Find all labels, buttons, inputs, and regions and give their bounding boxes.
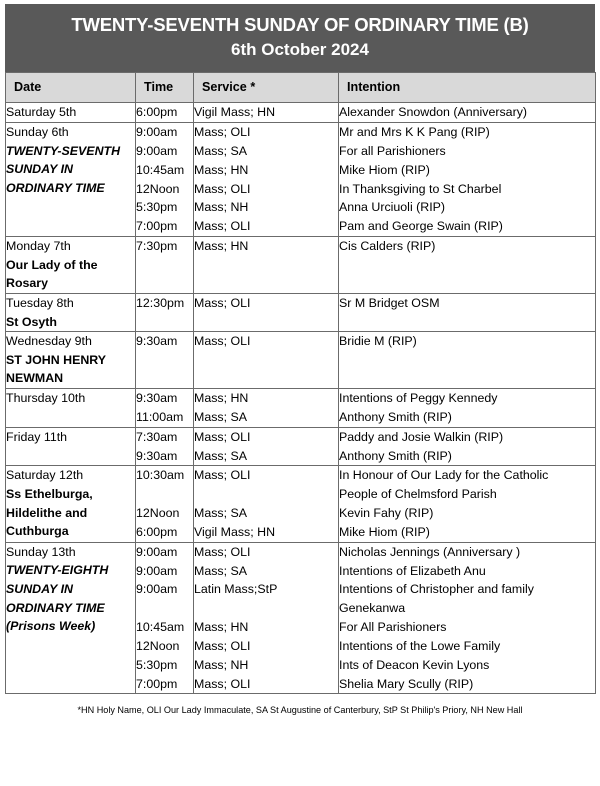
- cell-service: [194, 103, 339, 123]
- intention-entry: Anthony Smith (RIP): [339, 448, 452, 463]
- service-entry: Mass; SA: [194, 506, 248, 521]
- column-header-intention: Intention: [339, 73, 596, 103]
- abbreviations-footnote: *HN Holy Name, OLI Our Lady Immaculate, SA St Augustine of Canterbury, StP St Philip's Priory, NH New Hall: [77, 705, 523, 716]
- intention-entry: Anthony Smith (RIP): [339, 409, 452, 424]
- service-entry: Mass; OLI: [194, 429, 251, 444]
- table-row: [6, 427, 596, 466]
- time-entry: 7:30am: [136, 429, 178, 444]
- date-label: Friday 11th: [6, 429, 68, 444]
- date-label: Sunday 13th: [6, 544, 76, 559]
- service-entry: Mass; OLI: [194, 125, 251, 140]
- intention-entry: Genekanwa: [339, 601, 406, 616]
- date-label: Monday 7th: [6, 239, 71, 254]
- intention-entry: In Thanksgiving to St Charbel: [339, 181, 502, 196]
- time-entry: 9:00am: [136, 125, 178, 140]
- page-subtitle-date: 6th October 2024: [231, 40, 369, 60]
- service-entry: Mass; OLI: [194, 295, 251, 310]
- service-entry: Mass; OLI: [194, 638, 251, 653]
- service-entry: Mass; OLI: [194, 468, 251, 483]
- date-label: Sunday 6th: [6, 125, 69, 140]
- table-row: [6, 237, 596, 294]
- intention-entry: Intentions of Christopher and family: [339, 582, 534, 597]
- cell-service: [194, 466, 339, 542]
- cell-time: [136, 388, 194, 427]
- service-entry: Mass; OLI: [194, 334, 251, 349]
- cell-time: [136, 293, 194, 331]
- service-entry: Mass; SA: [194, 448, 248, 463]
- time-entry: 12Noon: [136, 638, 180, 653]
- cell-service: [194, 542, 339, 694]
- cell-intention: [339, 103, 596, 123]
- cell-intention: [339, 466, 596, 542]
- intention-entry: Mike Hiom (RIP): [339, 162, 430, 177]
- cell-date: [6, 427, 136, 466]
- cell-intention: [339, 542, 596, 694]
- service-entry: Mass; SA: [194, 143, 248, 158]
- time-entry: 10:30am: [136, 468, 185, 483]
- intention-entry: People of Chelmsford Parish: [339, 487, 497, 502]
- date-label: Saturday 12th: [6, 468, 84, 483]
- page-title: TWENTY-SEVENTH SUNDAY OF ORDINARY TIME (B): [71, 14, 529, 35]
- time-entry: 9:00am: [136, 143, 178, 158]
- service-entry: Mass; OLI: [194, 181, 251, 196]
- intention-entry: Kevin Fahy (RIP): [339, 506, 434, 521]
- feast-label: Our Lady of the Rosary: [6, 257, 98, 291]
- cell-time: [136, 237, 194, 294]
- time-entry: 5:30pm: [136, 657, 178, 672]
- time-entry: 9:00am: [136, 582, 178, 597]
- title-banner: [5, 4, 595, 72]
- cell-service: [194, 237, 339, 294]
- cell-service: [194, 388, 339, 427]
- cell-date: [6, 123, 136, 237]
- time-entry: 12:30pm: [136, 295, 185, 310]
- date-label: Tuesday 8th: [6, 295, 74, 310]
- cell-time: [136, 466, 194, 542]
- table-header-row: [6, 73, 596, 103]
- feast-label: TWENTY-SEVENTH SUNDAY IN ORDINARY TIME: [6, 143, 121, 195]
- cell-intention: [339, 237, 596, 294]
- time-entry: 9:30am: [136, 334, 178, 349]
- service-entry: Mass; HN: [194, 239, 249, 254]
- intention-entry: Paddy and Josie Walkin (RIP): [339, 429, 504, 444]
- intention-entry: Intentions of Elizabeth Anu: [339, 563, 486, 578]
- cell-date: [6, 237, 136, 294]
- cell-service: [194, 427, 339, 466]
- time-entry: 7:30pm: [136, 239, 178, 254]
- service-entry: Mass; SA: [194, 409, 248, 424]
- intention-entry: Pam and George Swain (RIP): [339, 219, 503, 234]
- service-entry: Mass; SA: [194, 563, 248, 578]
- intention-entry: Ints of Deacon Kevin Lyons: [339, 657, 490, 672]
- service-entry: Mass; HN: [194, 620, 249, 635]
- time-entry: 9:30am: [136, 390, 178, 405]
- table-row: [6, 103, 596, 123]
- intention-entry: Bridie M (RIP): [339, 334, 417, 349]
- feast-label: TWENTY-EIGHTH SUNDAY IN ORDINARY TIME (Prisons Week): [6, 563, 109, 634]
- cell-time: [136, 332, 194, 389]
- cell-date: [6, 388, 136, 427]
- time-entry: 12Noon: [136, 506, 180, 521]
- feast-label: St Osyth: [6, 314, 57, 329]
- intention-entry: In Honour of Our Lady for the Catholic: [339, 468, 549, 483]
- intention-entry: Mike Hiom (RIP): [339, 524, 430, 539]
- cell-date: [6, 542, 136, 694]
- table-row: [6, 123, 596, 237]
- service-entry: Vigil Mass; HN: [194, 105, 276, 120]
- column-header-service: Service *: [194, 73, 339, 103]
- time-entry: 12Noon: [136, 181, 180, 196]
- cell-date: [6, 103, 136, 123]
- service-entry: Vigil Mass; HN: [194, 524, 276, 539]
- intention-entry: Sr M Bridget OSM: [339, 295, 440, 310]
- intention-entry: Anna Urciuoli (RIP): [339, 200, 446, 215]
- intention-entry: Mr and Mrs K K Pang (RIP): [339, 125, 490, 140]
- service-entry: Mass; OLI: [194, 219, 251, 234]
- cell-intention: [339, 388, 596, 427]
- date-label: Thursday 10th: [6, 390, 86, 405]
- intention-entry: For all Parishioners: [339, 143, 446, 158]
- time-entry: 7:00pm: [136, 219, 178, 234]
- column-header-date: Date: [6, 73, 136, 103]
- service-entry: Latin Mass;StP: [194, 582, 278, 597]
- cell-intention: [339, 293, 596, 331]
- cell-time: [136, 427, 194, 466]
- feast-label: Ss Ethelburga, Hildelithe and Cuthburga: [6, 486, 93, 539]
- time-entry: 9:00am: [136, 563, 178, 578]
- table-row: [6, 388, 596, 427]
- time-entry: 10:45am: [136, 162, 185, 177]
- table-body: [6, 103, 596, 694]
- intention-entry: For All Parishioners: [339, 620, 447, 635]
- cell-time: [136, 103, 194, 123]
- table-row: [6, 332, 596, 389]
- time-entry: 9:30am: [136, 448, 178, 463]
- cell-intention: [339, 332, 596, 389]
- time-entry: 11:00am: [136, 409, 184, 424]
- time-entry: 6:00pm: [136, 524, 178, 539]
- date-label: Saturday 5th: [6, 105, 77, 120]
- feast-label: ST JOHN HENRY NEWMAN: [6, 352, 106, 386]
- time-entry: 5:30pm: [136, 200, 178, 215]
- service-entry: Mass; OLI: [194, 676, 251, 691]
- date-label: Wednesday 9th: [6, 334, 92, 349]
- intention-entry: Nicholas Jennings (Anniversary ): [339, 544, 521, 559]
- cell-service: [194, 123, 339, 237]
- time-entry: 7:00pm: [136, 676, 178, 691]
- time-entry: 6:00pm: [136, 105, 178, 120]
- cell-time: [136, 542, 194, 694]
- service-entry: Mass; HN: [194, 162, 249, 177]
- service-entry: Mass; NH: [194, 657, 249, 672]
- table-row: [6, 466, 596, 542]
- cell-intention: [339, 427, 596, 466]
- table-row: [6, 293, 596, 331]
- column-header-time: Time: [136, 73, 194, 103]
- cell-date: [6, 293, 136, 331]
- cell-date: [6, 332, 136, 389]
- time-entry: 10:45am: [136, 620, 185, 635]
- intention-entry: Alexander Snowdon (Anniversary): [339, 105, 528, 120]
- intention-entry: Intentions of the Lowe Family: [339, 638, 501, 653]
- service-entry: Mass; HN: [194, 390, 249, 405]
- table-row: [6, 542, 596, 694]
- cell-service: [194, 332, 339, 389]
- cell-date: [6, 466, 136, 542]
- intention-entry: Cis Calders (RIP): [339, 239, 436, 254]
- mass-schedule-table: [5, 72, 596, 694]
- cell-intention: [339, 123, 596, 237]
- time-entry: 9:00am: [136, 544, 178, 559]
- intention-entry: Intentions of Peggy Kennedy: [339, 390, 498, 405]
- service-entry: Mass; OLI: [194, 544, 251, 559]
- service-entry: Mass; NH: [194, 200, 249, 215]
- intention-entry: Shelia Mary Scully (RIP): [339, 676, 474, 691]
- cell-service: [194, 293, 339, 331]
- cell-time: [136, 123, 194, 237]
